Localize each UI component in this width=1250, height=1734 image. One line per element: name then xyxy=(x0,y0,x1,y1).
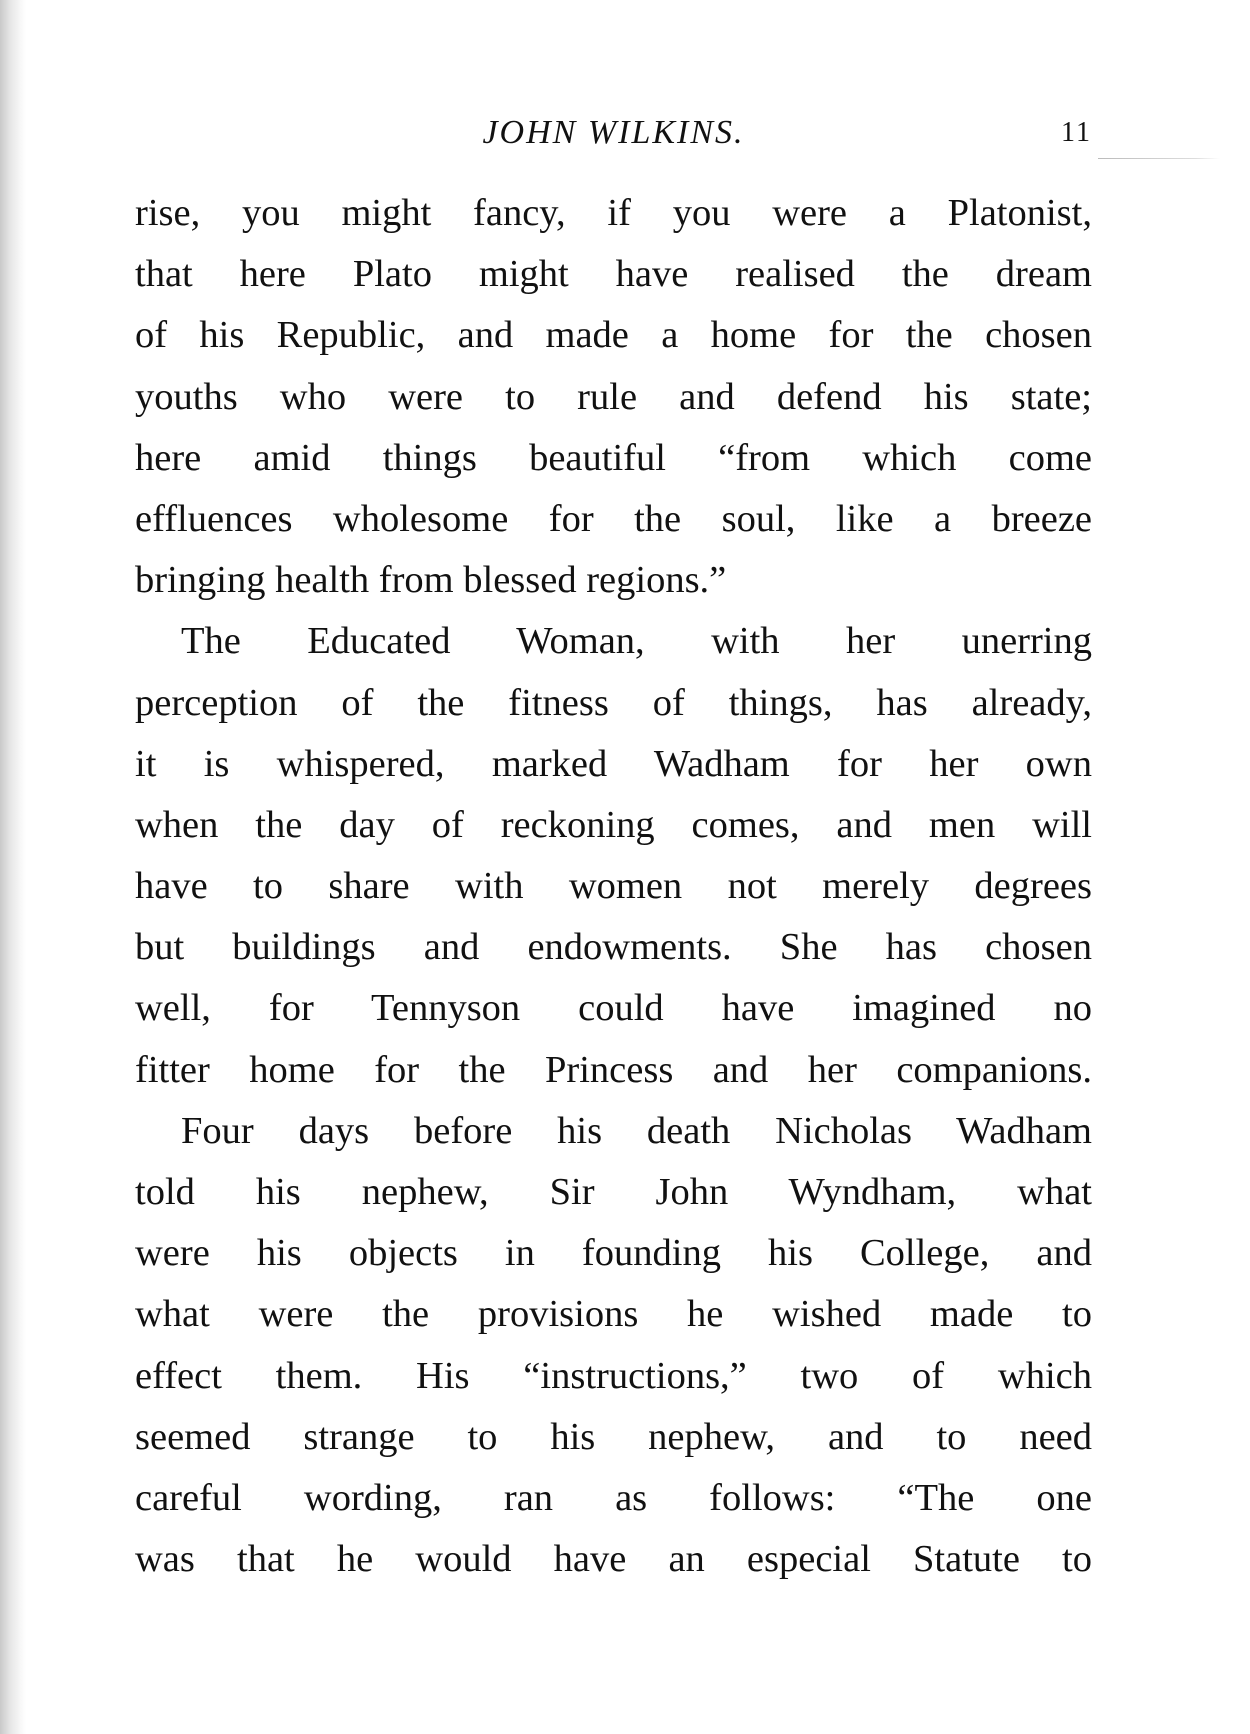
text-line: was that he would have an especial Statute to xyxy=(135,1538,1092,1581)
text-line: rise, you might fancy, if you were a Platonist, xyxy=(135,192,1092,234)
text-line: careful wording, ran as follows: “The one xyxy=(135,1476,1092,1519)
header-rule xyxy=(1098,158,1220,159)
text-line: it is whispered, marked Wadham for her own xyxy=(135,742,1092,785)
text-line: what were the provisions he wished made to xyxy=(135,1293,1092,1336)
paragraph-first-line: Four days before his death Nicholas Wadham xyxy=(181,1109,1092,1152)
text-line: effluences wholesome for the soul, like a breeze xyxy=(135,497,1092,540)
running-title: JOHN WILKINS. xyxy=(482,114,745,151)
body-text xyxy=(135,183,1092,1590)
text-line: perception of the fitness of things, has already, xyxy=(135,681,1092,724)
page-header xyxy=(135,108,1092,158)
text-line: seemed strange to his nephew, and to need xyxy=(135,1415,1092,1458)
binding-gutter-shadow xyxy=(0,0,26,1734)
text-line: have to share with women not merely degrees xyxy=(135,865,1092,908)
text-line: here amid things beautiful “from which come xyxy=(135,436,1092,479)
text-line: of his Republic, and made a home for the chosen xyxy=(135,314,1092,357)
text-line: but buildings and endowments. She has chosen xyxy=(135,926,1092,969)
text-line: well, for Tennyson could have imagined no xyxy=(135,987,1092,1030)
page-number: 11 xyxy=(1061,117,1092,148)
text-line: when the day of reckoning comes, and men will xyxy=(135,803,1092,846)
paragraph-end-line: fitter home for the Princess and her companions. xyxy=(135,1048,1092,1091)
text-line: effect them. His “instructions,” two of which xyxy=(135,1354,1092,1397)
paragraph-first-line: The Educated Woman, with her unerring xyxy=(181,620,1092,663)
text-line: told his nephew, Sir John Wyndham, what xyxy=(135,1171,1092,1213)
text-line: youths who were to rule and defend his state; xyxy=(135,375,1092,418)
text-line: were his objects in founding his College, and xyxy=(135,1232,1092,1275)
paragraph-end-line: bringing health from blessed regions.” xyxy=(135,559,727,602)
text-line: that here Plato might have realised the dream xyxy=(135,253,1092,296)
